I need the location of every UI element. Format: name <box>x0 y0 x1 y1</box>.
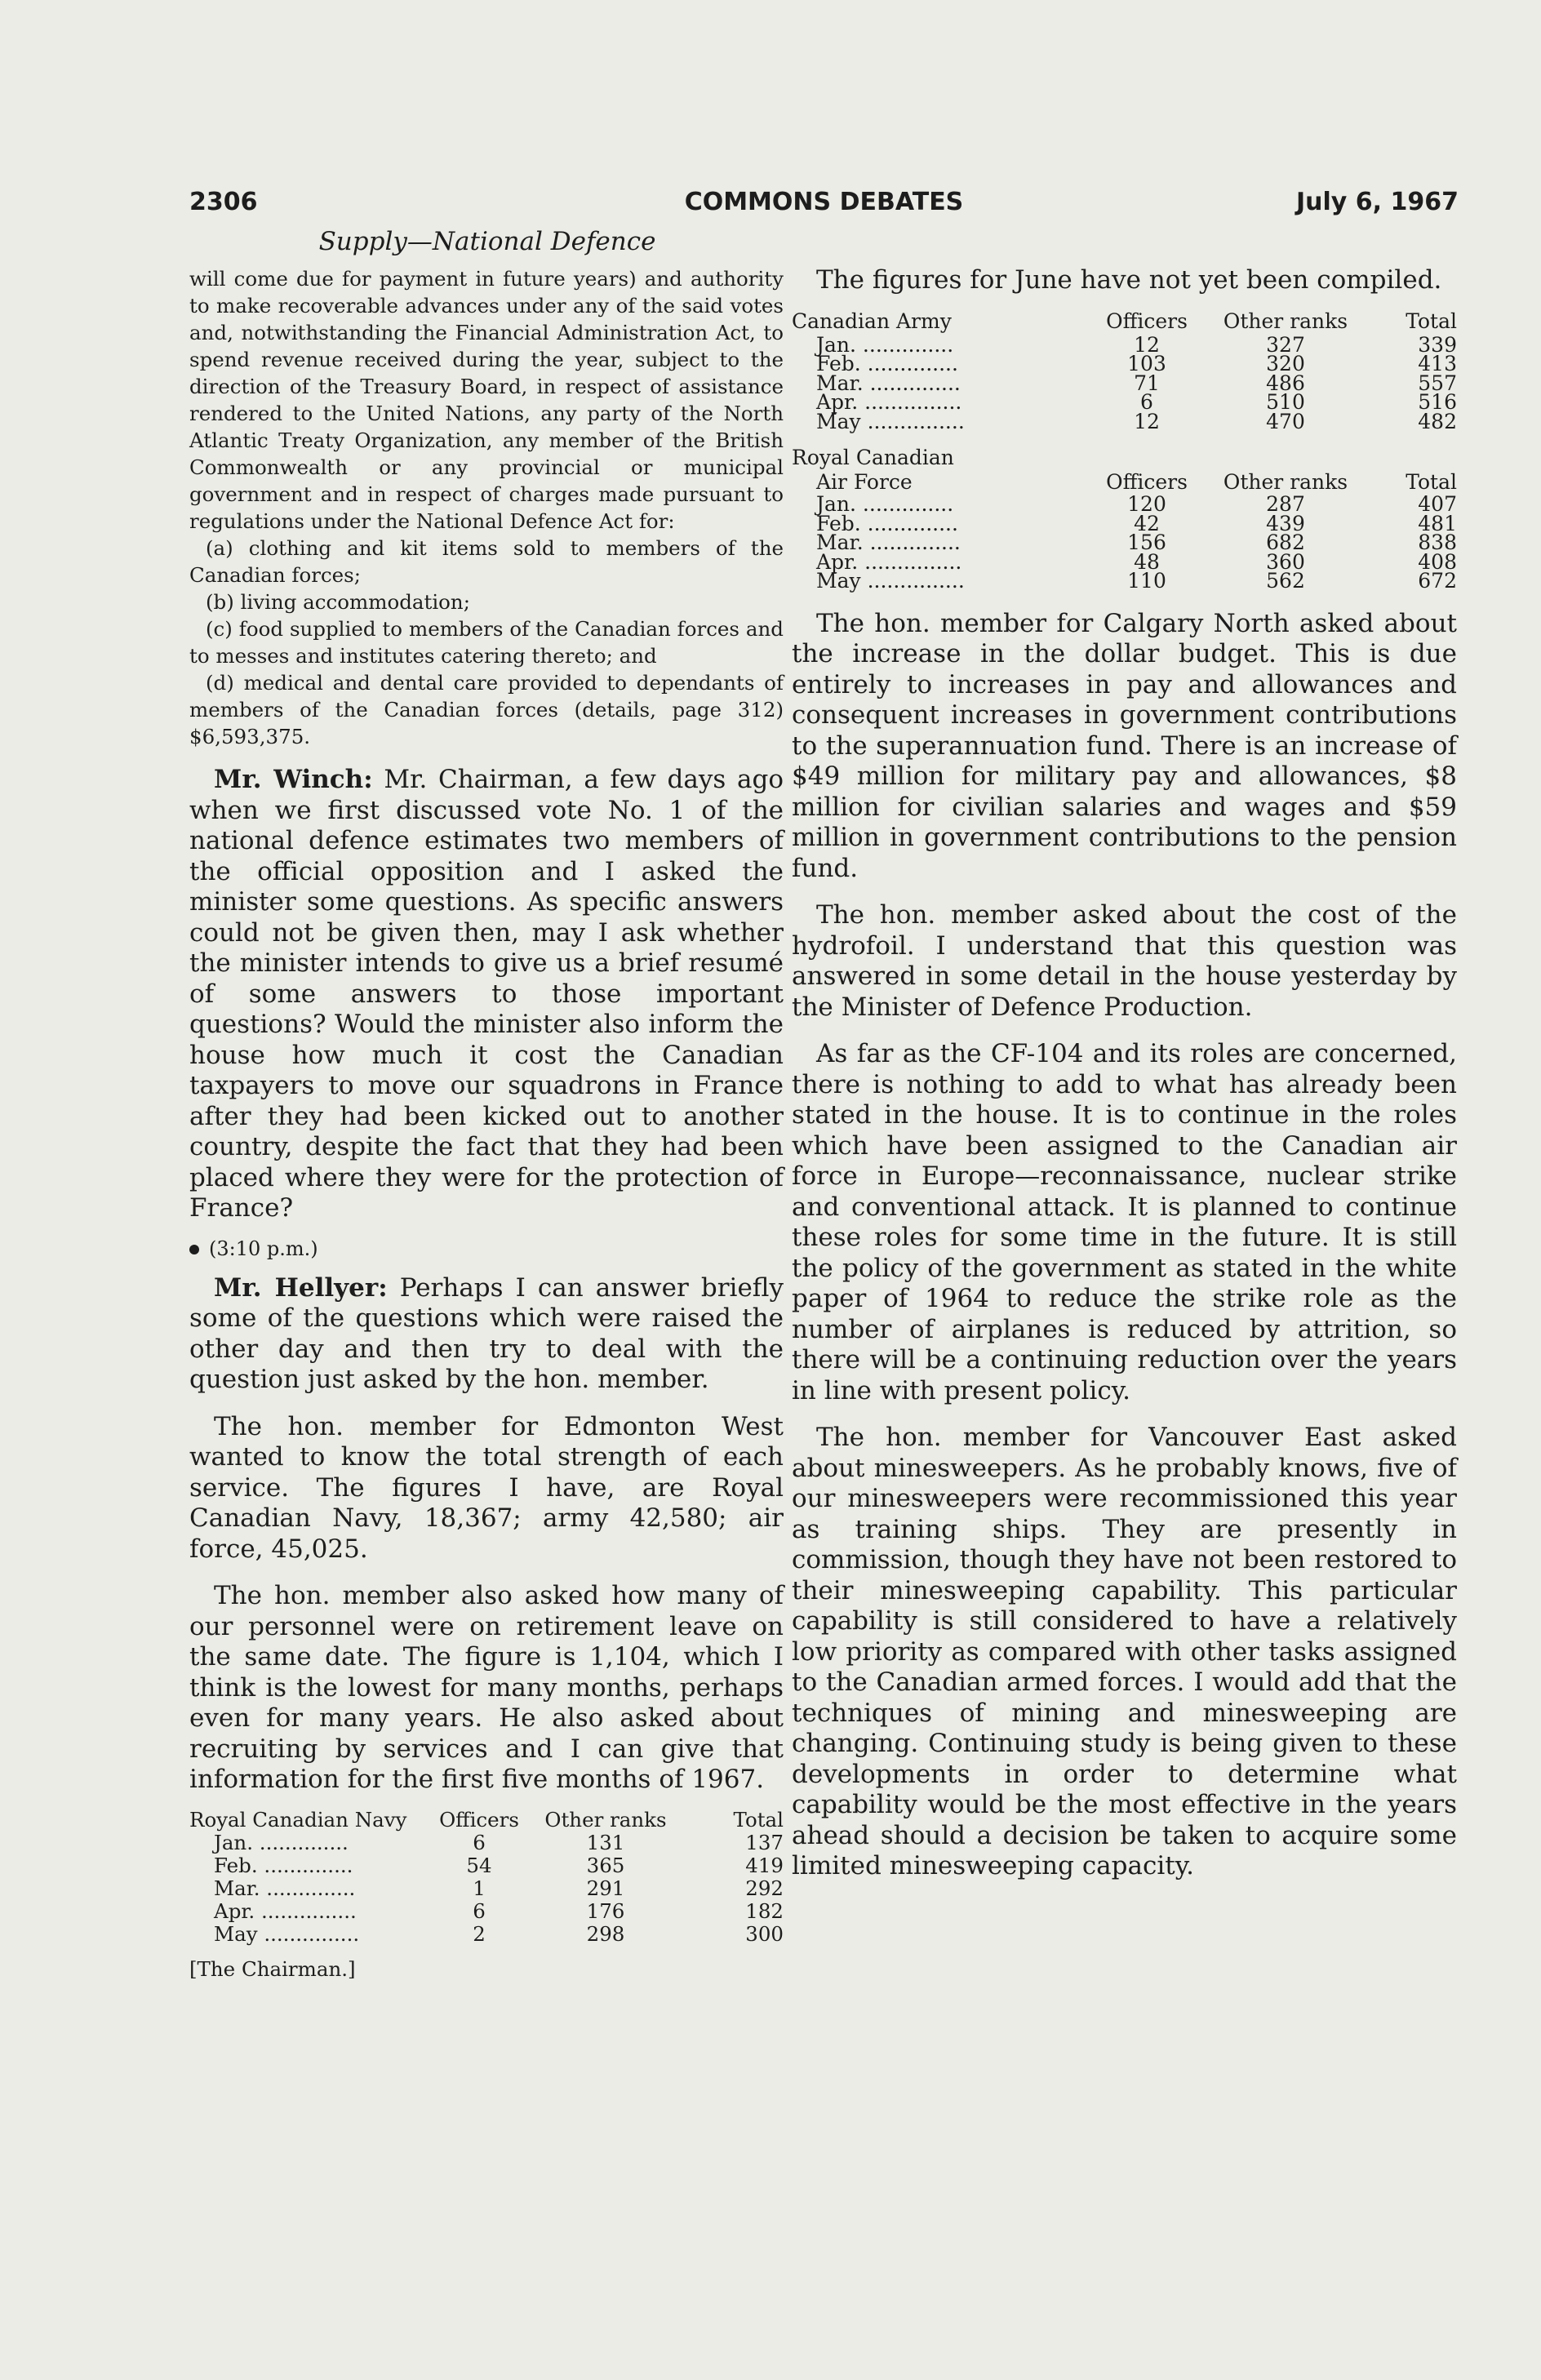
total-cell: 408 <box>1418 549 1457 574</box>
table-label-row <box>792 446 1457 470</box>
speech-text: Perhaps I can answer briefly some of the questions which were raised the other day and then try to deal with the question just asked by the hon. member. <box>189 1272 784 1394</box>
other-ranks-cell: 365 <box>586 1853 625 1877</box>
month-cell: Feb. .............. <box>214 1853 353 1877</box>
vote-item-d: (d) medical and dental care provided to dependants of members of the Canadian forces (details, page 312) $6,593,375. <box>189 671 784 748</box>
column-header: Other ranks <box>1223 470 1348 494</box>
table-header-row <box>792 308 1457 335</box>
month-cell: May ............... <box>816 409 965 433</box>
officers-cell: 110 <box>1127 569 1166 593</box>
other-ranks-cell: 439 <box>1266 511 1305 535</box>
month-cell: Feb. .............. <box>816 352 958 375</box>
column-header: Total <box>733 1807 784 1832</box>
column-header: Other ranks <box>544 1807 667 1832</box>
other-ranks-cell: 562 <box>1266 569 1305 593</box>
month-cell: Mar. .............. <box>816 531 961 554</box>
officers-cell: 156 <box>1127 531 1166 554</box>
paragraph-budget: The hon. member for Calgary North asked about the increase in the dollar budget. This is due entirely to increases in pay and allowances and consequent increases in government contributions to the superannuation fund. There is an increase of $49 million for military pay and allowances, $8 million for civilian salaries and wages and $59 million in government contributions to the pension fund. <box>792 608 1457 883</box>
column-header: Other ranks <box>1223 309 1348 333</box>
other-ranks-cell: 298 <box>586 1921 625 1946</box>
table-header-row <box>189 1809 784 1832</box>
month-cell: Mar. .............. <box>214 1876 356 1900</box>
other-ranks-cell: 287 <box>1266 492 1305 516</box>
month-cell: Jan. .............. <box>816 332 954 357</box>
total-cell: 292 <box>745 1876 784 1900</box>
vote-text: will come due for payment in future years) and authority to make recoverable advances under any of the said votes and, notwithstanding the Financial Administration Act, to spend revenue received during the year, subject to the direction of the Treasury Board, in respect of assistance rendered to the United Nations, any party of the North Atlantic Treaty Organization, any member of the British Commonwealth or any provincial or municipal government and in respect of charges made pursuant to regulations under the National Defence Act for: <box>189 267 784 533</box>
month-cell: May ............... <box>816 569 965 593</box>
paragraph-retirement: The hon. member also asked how many of our personnel were on retirement leave on the same date. The figure is 1,104, which I think is the lowest for many months, perhaps even for many years. He also asked about recruiting by services and I can give that information for the first five months of 1967. <box>189 1581 784 1794</box>
navy-recruiting-table <box>189 1809 784 1946</box>
column-header: Officers <box>1106 309 1188 333</box>
table-label: Canadian Army <box>792 309 952 333</box>
page-header <box>189 188 1459 220</box>
table-label: Air Force <box>816 470 913 494</box>
month-cell: Feb. .............. <box>816 511 958 535</box>
table-row <box>792 412 1457 432</box>
speaker-name: Mr. Winch: <box>214 765 373 794</box>
left-column <box>189 265 784 1981</box>
other-ranks-cell: 682 <box>1266 531 1305 554</box>
column-header: Total <box>1406 470 1457 494</box>
table-label: Royal Canadian <box>792 446 954 469</box>
month-cell: Jan. .............. <box>214 1830 349 1854</box>
officers-cell: 71 <box>1134 371 1160 395</box>
officers-cell: 54 <box>466 1853 492 1877</box>
column-header: Officers <box>1106 470 1188 494</box>
month-cell: Apr. ............... <box>816 549 962 574</box>
officers-cell: 120 <box>1127 492 1166 516</box>
month-cell: Jan. .............. <box>816 492 954 516</box>
paragraph-minesweepers: The hon. member for Vancouver East asked about minesweepers. As he probably knows, five of our minesweepers were recommissioned this year as training ships. They are presently in commission, though they have not been restored to their minesweeping capability. This particular capability is still considered to have a relatively low priority as compared with other tasks assigned to the Canadian armed forces. I would add that the techniques of mining and minesweeping are changing. Continuing study is being given to these developments in order to determine what capability would be the most effective in the years ahead should a decision be taken to acquire some limited minesweeping capacity. <box>792 1423 1457 1880</box>
page-number: 2306 <box>189 188 258 216</box>
other-ranks-cell: 360 <box>1266 549 1305 574</box>
officers-cell: 6 <box>473 1830 486 1854</box>
air-force-recruiting-table <box>792 446 1457 591</box>
paragraph-hydrofoil: The hon. member asked about the cost of the hydrofoil. I understand that this question was answered in some detail in the house yesterday by the Minister of Defence Production. <box>792 900 1457 1022</box>
month-cell: Apr. ............... <box>816 390 962 414</box>
table-row <box>189 1923 784 1946</box>
total-cell: 419 <box>745 1853 784 1877</box>
vote-item-b: (b) living accommodation; <box>206 590 470 614</box>
total-cell: 407 <box>1418 492 1457 516</box>
total-cell: 137 <box>745 1830 784 1854</box>
other-ranks-cell: 510 <box>1266 390 1305 414</box>
officers-cell: 2 <box>473 1921 486 1946</box>
right-column <box>792 265 1457 1882</box>
speaker-name: Mr. Hellyer: <box>214 1272 388 1303</box>
total-cell: 300 <box>745 1921 784 1946</box>
total-cell: 182 <box>745 1898 784 1923</box>
winch-speech <box>189 765 784 1224</box>
officers-cell: 6 <box>1140 390 1153 414</box>
officers-cell: 103 <box>1127 352 1166 375</box>
officers-cell: 12 <box>1134 332 1160 357</box>
other-ranks-cell: 176 <box>586 1898 625 1923</box>
officers-cell: 6 <box>473 1898 486 1923</box>
column-header: Officers <box>439 1807 519 1832</box>
table-row <box>189 1832 784 1854</box>
table-row <box>189 1877 784 1900</box>
hellyer-speech <box>189 1273 784 1396</box>
vote-item-a: (a) clothing and kit items sold to members of the Canadian forces; <box>189 536 784 587</box>
table-label: Royal Canadian Navy <box>189 1807 407 1832</box>
paragraph-strength: The hon. member for Edmonton West wanted to know the total strength of each service. The figures I have, are Royal Canadian Navy, 18,367; army 42,580; air force, 45,025. <box>189 1411 784 1564</box>
table-row <box>792 571 1457 591</box>
total-cell: 516 <box>1418 390 1457 414</box>
vote-item-c: (c) food supplied to members of the Canadian forces and to messes and institutes catering thereto; and <box>189 617 784 668</box>
army-recruiting-table <box>792 308 1457 432</box>
other-ranks-cell: 327 <box>1266 332 1305 357</box>
total-cell: 482 <box>1418 409 1457 433</box>
column-header: Total <box>1406 309 1457 333</box>
table-row <box>792 495 1457 514</box>
time-text: (3:10 p.m.) <box>209 1237 318 1260</box>
bullet-icon <box>189 1245 199 1254</box>
total-cell: 672 <box>1418 569 1457 593</box>
publication-title: COMMONS DEBATES <box>684 188 964 216</box>
section-subheading: Supply—National Defence <box>318 227 656 256</box>
other-ranks-cell: 320 <box>1266 352 1305 375</box>
speech-text: Mr. Chairman, a few days ago when we first discussed vote No. 1 of the national defence estimates two members of the official opposition and I asked the minister some questions. As specific answers could not be given then, may I ask whether the minister intends to give us a brief resumé of some answers to those important questions? Would the minister also inform the house how much it cost the Canadian taxpayers to move our squadrons in France after they had been kicked out to another country, despite the fact that they had been placed where they were for the protection of France? <box>189 765 784 1223</box>
total-cell: 413 <box>1418 352 1457 375</box>
total-cell: 557 <box>1418 371 1457 395</box>
other-ranks-cell: 486 <box>1266 371 1305 395</box>
other-ranks-cell: 131 <box>586 1830 625 1854</box>
officers-cell: 12 <box>1134 409 1160 433</box>
total-cell: 481 <box>1418 511 1457 535</box>
officers-cell: 42 <box>1134 511 1160 535</box>
publication-date: July 6, 1967 <box>1295 188 1459 216</box>
total-cell: 838 <box>1418 531 1457 554</box>
officers-cell: 1 <box>473 1876 486 1900</box>
month-cell: Apr. ............... <box>214 1898 357 1923</box>
table-header-row <box>792 470 1457 495</box>
month-cell: Mar. .............. <box>816 371 961 395</box>
table-row <box>189 1854 784 1877</box>
other-ranks-cell: 291 <box>586 1876 625 1900</box>
time-marker <box>189 1237 784 1260</box>
table-row <box>189 1900 784 1923</box>
paragraph-june-figures: The figures for June have not yet been compiled. <box>816 265 1442 295</box>
table-row <box>792 533 1457 553</box>
officers-cell: 48 <box>1134 549 1160 574</box>
paragraph-cf104: As far as the CF-104 and its roles are concerned, there is nothing to add to what has already been stated in the house. It is to continue in the roles which have been assigned to the Canadian air force in Europe—reconnaissance, nuclear strike and conventional attack. It is planned to continue these roles for some time in the future. It is still the policy of the government as stated in the white paper of 1964 to reduce the strike role as the number of airplanes is reduced by attrition, so there will be a continuing reduction over the years in line with present policy. <box>792 1039 1457 1405</box>
total-cell: 339 <box>1418 332 1457 357</box>
other-ranks-cell: 470 <box>1266 409 1305 433</box>
month-cell: May ............... <box>214 1921 360 1946</box>
table-row <box>792 393 1457 412</box>
chairman-note: [The Chairman.] <box>189 1956 356 1981</box>
table-row <box>792 354 1457 374</box>
